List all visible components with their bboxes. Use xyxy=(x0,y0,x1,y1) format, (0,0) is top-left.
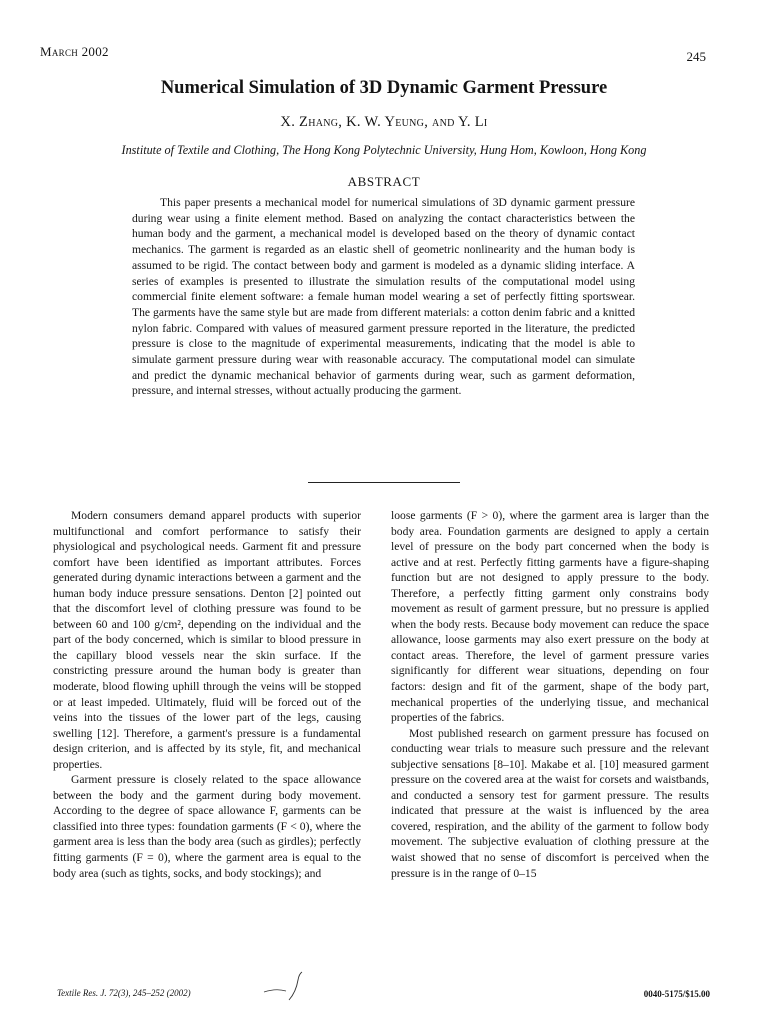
footer-citation: Textile Res. J. 72(3), 245–252 (2002) xyxy=(57,988,191,998)
body-paragraph: Modern consumers demand apparel products with superior multifunctional and comfort performance to satisfy their physiological and psychological needs. Garment fit and pressure comfort have been identified as important attributes. Forces generated during dynamic interactions between a garment and the human body induce pressure sensations. Denton [2] pointed out that the discomfort level of clothing pressure was found to be between 60 and 100 g/cm², depending on the individual and the part of the body concerned, which is similar to blood pressure in the capillary blood vessels near the skin surface. If the constricting pressure around the human body is greater than moderate, blood flowing uphill through the veins will be stopped or at least impeded. Ultimately, fluid will be forced out of the veins into the tissues of the lower part of the legs, causing swelling [12]. Therefore, a garment's pressure is a fundamental design criterion, and is affected by its style, fit, and mechanical properties. xyxy=(53,509,361,771)
body-paragraph: loose garments (F > 0), where the garment area is larger than the body area. Foundation garments are designed to apply a certain level of pressure on the body part concerned when the body is active and at rest. Perfectly fitting garments have a figure-shaping function but are not designed to apply pressure to the body. Therefore, a perfectly fitting garment only constrains body movement as result of garment pressure, but no pressure is applied when the body rests. Because body movement can reduce the space allowance, loose garments may also exert pressure on the body at contact areas. Therefore, the level of garment pressure varies significantly for different wear situations, depending on four factors: design and fit of the garment, shape of the body part, mechanical properties of the underlying tissue, and mechanical properties of the fabrics. xyxy=(391,509,709,725)
body-column-left xyxy=(53,508,361,881)
pen-stroke-mark xyxy=(262,970,332,1004)
section-divider xyxy=(308,482,460,483)
body-paragraph: Most published research on garment pressure has focused on conducting wear trials to measure such pressure and the relevant subjective sensations [8–10]. Makabe et al. [10] measured garment pressure on the covered area at the waist for corsets and waistbands, and conducted a sensory test for garment pressure. The results indicated that pressure at the waist is influenced by the area covered, respiration, and the ability of the garment to follow body movement. The subjective evaluation of clothing pressure at the waist showed that no sense of discomfort is perceived when the pressure is in the range of 0–15 xyxy=(391,726,709,880)
abstract-text: This paper presents a mechanical model for numerical simulations of 3D dynamic garment pressure during wear using a finite element method. Based on analyzing the contact characteristics between the human body and the garment, a mechanical model is developed based on the theory of dynamic contact mechanics. The garment is regarded as an elastic shell of geometric nonlinearity and the human body is assumed to be rigid. The contact between body and garment is modeled as a dynamic sliding interface. A series of examples is presented to illustrate the simulation results of the computational model using commercial finite element software: a female human model wearing a set of perfectly fitting sportswear. The garments have the same style but are made from different materials: a cotton denim fabric and a knitted nylon fabric. Compared with values of measured garment pressure reported in the literature, the predicted pressure is close to the magnitude of experimental measurements, indicating that the model is able to simulate garment pressure during wear with reasonable accuracy. The computational model can simulate and predict the dynamic mechanical behavior of garments during wear, such as garment deformation, pressure, and internal stresses, without actually producing the garment. xyxy=(132,196,635,398)
abstract-heading: ABSTRACT xyxy=(347,174,421,189)
running-header-date: March 2002 xyxy=(40,44,109,59)
page-number: 245 xyxy=(686,49,706,64)
author-affiliation: Institute of Textile and Clothing, The Hong Kong Polytechnic University, Hung Hom, Kowloon, Hong Kong xyxy=(121,143,647,157)
footer-issn-code: 0040-5175/$15.00 xyxy=(643,989,710,999)
body-paragraph: Garment pressure is closely related to the space allowance between the body and the garment during body movement. According to the degree of space allowance F, garments can be classified into three types: foundation garments (F < 0), where the garment area is less than the body area (such as girdles); perfectly fitting garments (F = 0), where the garment area is equal to the body area (such as tights, socks, and body stockings); and xyxy=(53,773,361,880)
author-list: X. Zhang, K. W. Yeung, and Y. Li xyxy=(280,114,488,130)
body-column-right xyxy=(391,508,709,881)
paper-title: Numerical Simulation of 3D Dynamic Garment Pressure xyxy=(160,78,608,98)
